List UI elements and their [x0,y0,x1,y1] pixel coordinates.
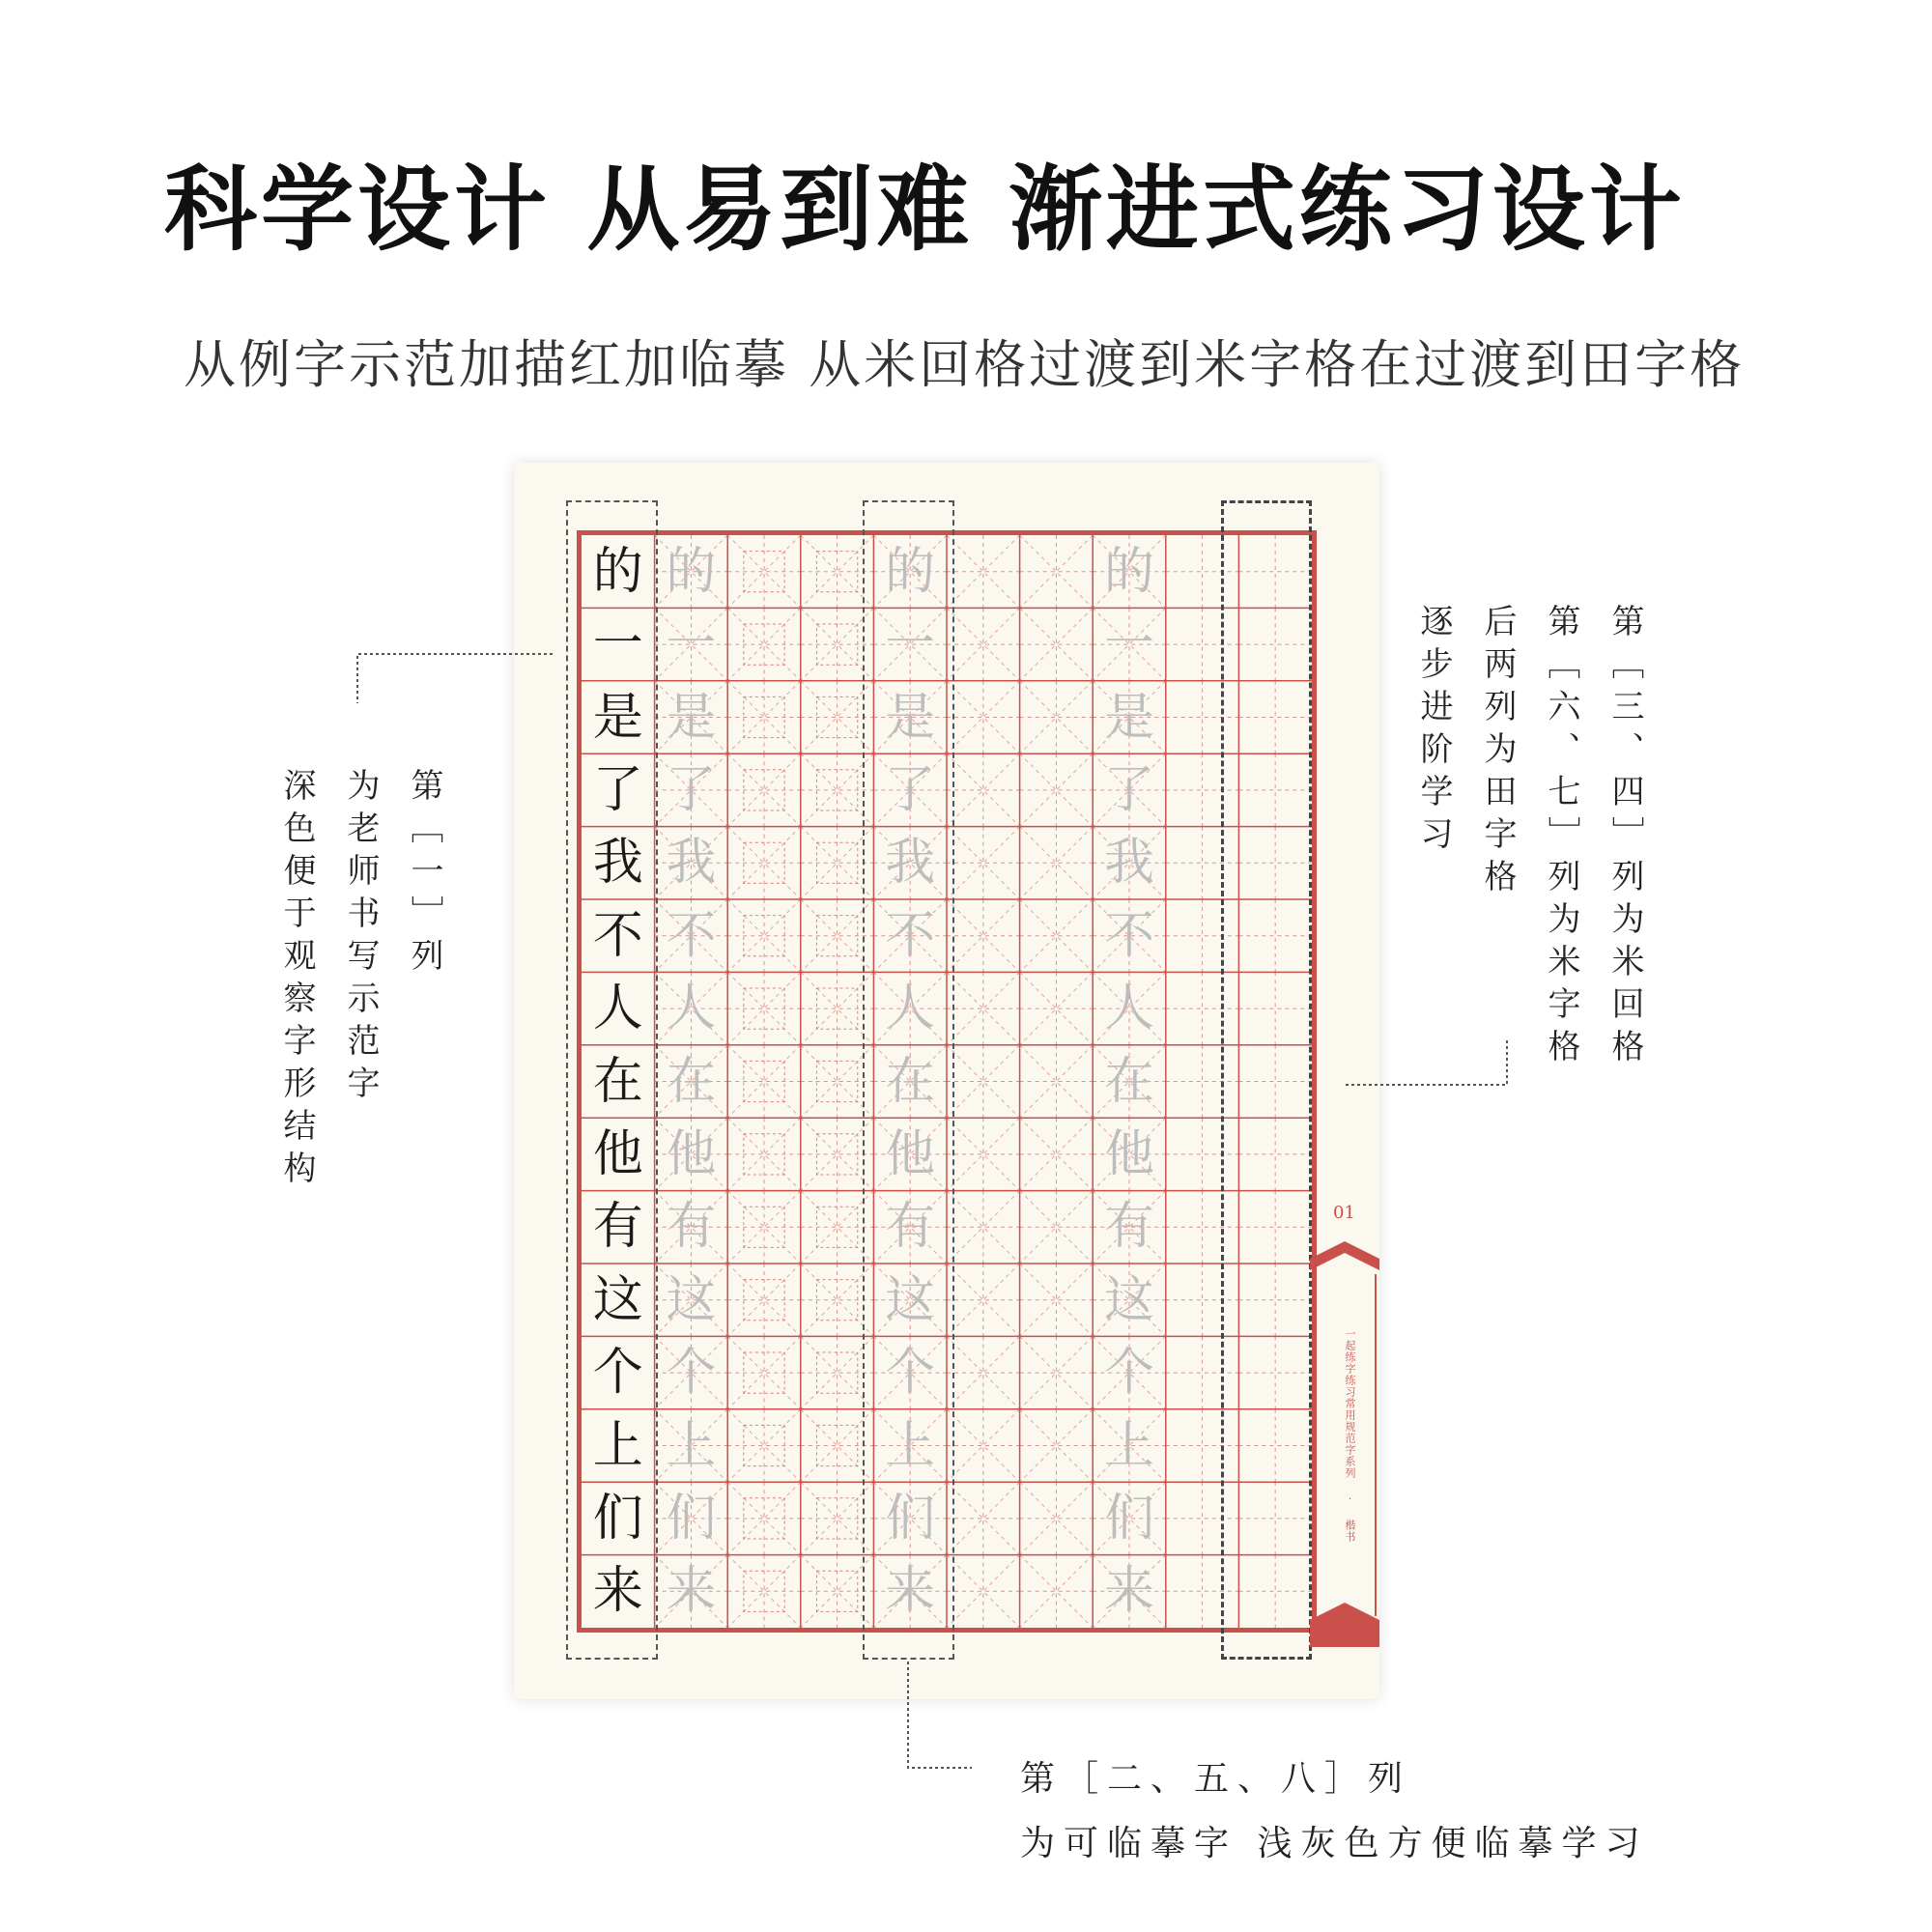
note-tianzige: 后两列为田字格 [1478,604,1517,901]
example-character: 有 [592,1198,643,1257]
example-character: 不 [592,906,643,965]
note-mizige: 第［六、七］列为米字格 [1542,604,1580,1071]
tracing-character: 人 [666,980,717,1038]
tracing-character: 一 [666,615,717,674]
tracing-character: 了 [1103,760,1154,819]
tracing-character: 们 [1103,1489,1154,1548]
tracing-character: 在 [666,1052,717,1111]
tracing-character: 上 [885,1416,936,1475]
tracing-character: 的 [666,542,717,601]
tracing-character: 们 [666,1489,717,1548]
tracing-character: 了 [666,760,717,819]
tracing-character: 个 [885,1344,936,1403]
right-leader-line [1341,1038,1510,1087]
example-character: 一 [592,615,643,674]
tracing-character: 的 [1103,542,1154,601]
note-column-one-title: 第［一］列 [405,768,443,980]
tracing-character: 这 [885,1270,936,1329]
series-label: 一起练字练习常用规范字系列 · 楷书 [1344,1328,1356,1543]
tracing-character: 一 [1103,615,1154,674]
tracing-character: 是 [1103,688,1154,747]
example-character: 上 [592,1416,643,1475]
tracing-character: 了 [885,760,936,819]
tracing-character: 上 [1103,1416,1154,1475]
note-tracing-desc: 为可临摹字 浅灰色方便临摹学习 [1020,1824,1649,1863]
tracing-character: 在 [1103,1052,1154,1111]
tracing-character: 不 [1103,906,1154,965]
note-progressive: 逐步进阶学习 [1414,604,1453,859]
example-character: 这 [592,1270,643,1329]
example-character: 人 [592,980,643,1038]
bottom-leader-line [906,1660,974,1771]
note-column-one-detail: 深色便于观察字形结构 [277,768,316,1193]
tracing-character: 这 [666,1270,717,1329]
tracing-character: 人 [885,980,936,1038]
note-mihuige: 第［三、四］列为米回格 [1605,604,1644,1071]
tracing-character: 不 [885,906,936,965]
tracing-character: 在 [885,1052,936,1111]
example-character: 了 [592,760,643,819]
example-character: 他 [592,1124,643,1183]
tracing-character: 人 [1103,980,1154,1038]
note-tracing-columns: 第［二、五、八］列 [1020,1759,1412,1799]
tracing-character: 是 [885,688,936,747]
tracing-character: 上 [666,1416,717,1475]
column-5-highlight [863,500,954,1660]
page-number: 01 [1333,1203,1355,1223]
tracing-character: 的 [885,542,936,601]
tracing-character: 有 [1103,1198,1154,1257]
tracing-character: 这 [1103,1270,1154,1329]
example-character: 来 [592,1562,643,1621]
example-character: 在 [592,1052,643,1111]
column-1-highlight [566,500,658,1660]
tracing-character: 有 [666,1198,717,1257]
page-subheadline: 从例字示范加描红加临摹 从米回格过渡到米字格在过渡到田字格 [184,334,1746,395]
tracing-character: 来 [1103,1562,1154,1621]
left-leader-line [355,652,554,705]
page-headline: 科学设计 从易到难 渐进式练习设计 [164,156,1686,264]
tracing-character: 是 [666,688,717,747]
tracing-character: 一 [885,615,936,674]
tracing-character: 不 [666,906,717,965]
example-character: 的 [592,542,643,601]
tracing-character: 他 [666,1124,717,1183]
example-character: 是 [592,688,643,747]
tracing-character: 个 [666,1344,717,1403]
tracing-character: 他 [885,1124,936,1183]
example-character: 们 [592,1489,643,1548]
tracing-character: 来 [885,1562,936,1621]
note-column-one-desc: 为老师书写示范字 [341,768,380,1108]
tracing-character: 有 [885,1198,936,1257]
tracing-character: 我 [1103,834,1154,893]
tracing-character: 他 [1103,1124,1154,1183]
tianzige-columns-highlight [1221,500,1312,1660]
tracing-character: 我 [885,834,936,893]
example-character: 个 [592,1344,643,1403]
tracing-character: 我 [666,834,717,893]
example-character: 我 [592,834,643,893]
tracing-character: 个 [1103,1344,1154,1403]
tracing-character: 来 [666,1562,717,1621]
tracing-character: 们 [885,1489,936,1548]
